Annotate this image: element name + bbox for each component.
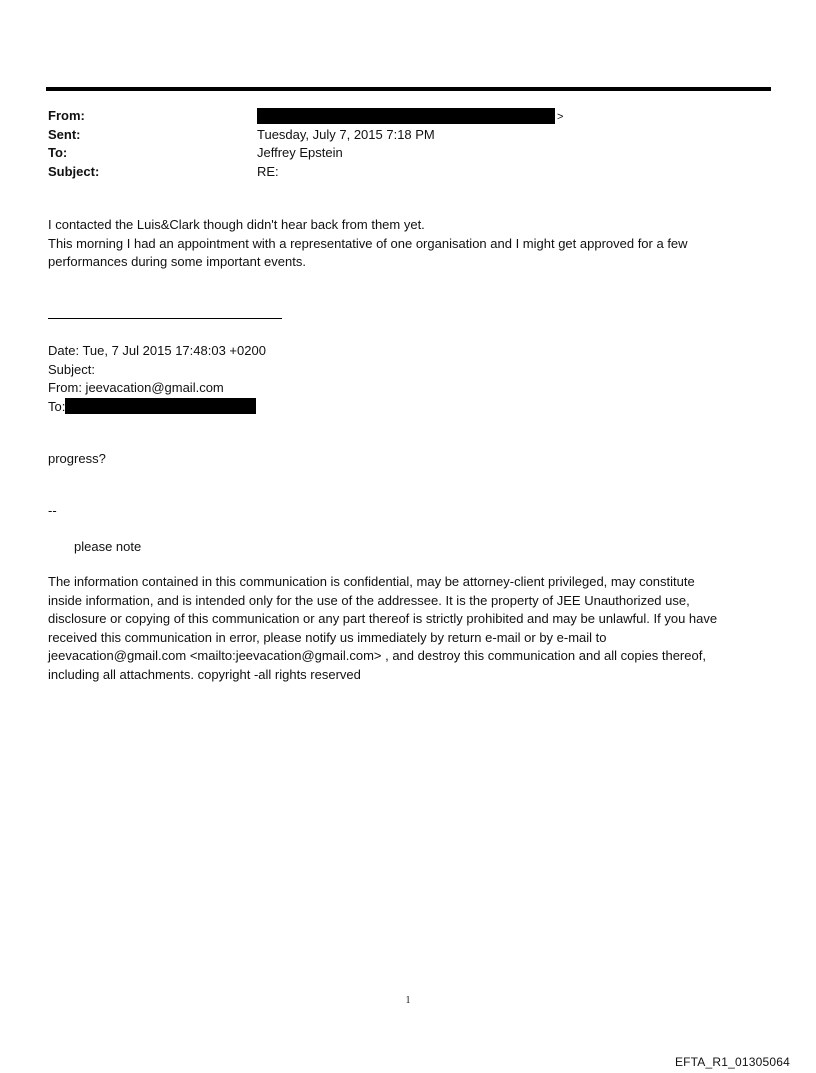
redaction-block [65,398,256,414]
original-subject: Subject: [48,361,95,377]
email-header [48,107,768,181]
message-body [48,216,768,272]
original-date: Date: Tue, 7 Jul 2015 17:48:03 +0200 [48,343,266,358]
to-value: Jeffrey Epstein [257,145,343,160]
to-label: To: [48,145,68,160]
original-message-header [48,342,768,416]
disclaimer-line: disclosure or copying of this communication or any part thereof is strictly prohibited and may be unlawful. If you have [48,611,718,626]
body-line: This morning I had an appointment with a representative of one organisation and I might get approved for a few [48,235,688,251]
header-rule [46,87,771,91]
from-value [257,107,563,127]
header-to-row [48,144,768,163]
subject-label: Subject: [48,163,100,179]
header-sent-row [48,126,768,145]
body-line: performances during some important events. [48,254,306,269]
from-value-tail: > [557,111,564,123]
disclaimer-line: including all attachments. copyright -all rights reserved [48,666,361,682]
disclaimer-line: received this communication in error, please notify us immediately by return e-mail or by e-mail to [48,629,607,645]
original-from: From: jeevacation@gmail.com [48,380,224,395]
disclaimer-line: inside information, and is intended only for the use of the addressee. It is the property of JEE Unauthorized use, [48,592,690,608]
body-line: I contacted the Luis&Clark though didn't hear back from them yet. [48,217,425,232]
original-to [48,398,768,417]
redaction-block [257,108,555,124]
confidentiality-disclaimer [48,573,768,684]
sent-value: Tuesday, July 7, 2015 7:18 PM [257,126,435,142]
page-number: 1 [405,995,411,1006]
disclaimer-line: jeevacation@gmail.com <mailto:jeevacation@gmail.com> , and destroy this communication and all copies thereof, [48,648,706,663]
subject-value: RE: [257,163,279,179]
from-label: From: [48,108,85,123]
quote-divider [48,318,282,319]
original-message-text: progress? [48,451,106,466]
please-note: please note [74,539,142,554]
disclaimer-line: The information contained in this communication is confidential, may be attorney-client privileged, may constitute [48,574,695,589]
header-subject-row [48,163,768,182]
original-to-label: To: [48,398,66,414]
bates-number: EFTA_R1_01305064 [674,1055,790,1069]
signature-separator: -- [48,503,57,518]
header-from-row [48,107,768,126]
sent-label: Sent: [48,126,81,142]
